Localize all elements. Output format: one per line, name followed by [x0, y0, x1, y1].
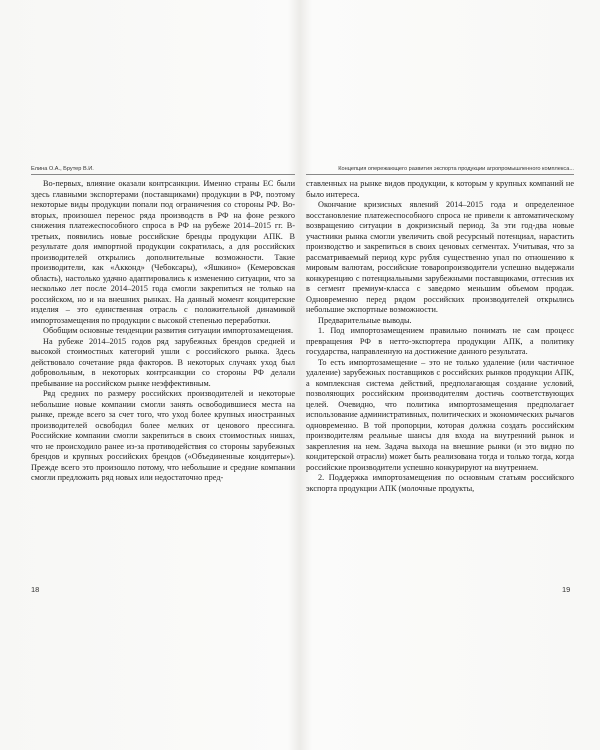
right-page	[306, 165, 574, 494]
right-page-body	[306, 179, 574, 494]
paragraph: Во-первых, влияние оказали контрсанкции. Именно страны ЕС были здесь главными экспортерами (поставщиками) продукции в РФ, поэтому некоторые виды продукции попали под ограничения со стороны РФ. Во-вторых, произошел перенос ряда производств в РФ на фоне резкого снижения платежеспособного спроса в РФ на рубеже 2014–2015 гг. В-третьих, появились новые российские бренды продукции АПК. В результате доля импортной продукции сократилась, а для российских производителей открылись дополнительные возможности. Такие производители, как «Акконд» (Чебоксары), «Яшкино» (Кемеровская область), настолько удачно адаптировались к изменению ситуации, что за несколько лет после 2014–2015 года смогли закрепиться не только на российском, но и на внешних рынках. На данный момент кондитерские изделия – это единственная отрасль с положительной динамикой импортозамещения по продукции с высокой степенью переработки.	[31, 179, 295, 325]
paragraph: Обобщим основные тенденции развития ситуации импортозамещения.	[43, 326, 294, 335]
right-running-header: Концепция опережающего развития экспорта продукции агропромышленного комплекса...	[306, 165, 574, 175]
left-page-number: 18	[31, 585, 40, 594]
paragraph: ставленных на рынке видов продукции, к которым у крупных компаний не было интереса.	[306, 179, 574, 199]
paragraph: То есть импортозамещение – это не только удаление (или частичное удаление) зарубежных поставщиков с российских рынков продукции АПК, а комплексная система действий, предполагающая создание условий, позволяющих российским производителям достичь соответствующих целей. Очевидно, что политика импортозамещения предполагает использование административных, политических и экономических рычагов одновременно. В той пропорции, которая должна создать российским производителям реальные шансы для входа на внутренний рынок и закрепления на нем. Задача выхода на внешние рынки (и это видно по кондитерской отрасли) может быть реализована тогда и только тогда, когда российские производители успешно конкурируют на внутреннем.	[306, 357, 574, 472]
paragraph: На рубеже 2014–2015 годов ряд зарубежных брендов средней и высокой стоимостных категорий ушли с российского рынка. Здесь действовало сочетание ряда факторов. В некоторых случаях уход был добровольным, в некоторых контрсанкции со стороны РФ делали пребывание на российском рынке неэффективным.	[31, 336, 295, 388]
left-running-header: Елина О.А., Брутер В.И.	[31, 165, 295, 175]
paragraph: Предварительные выводы.	[318, 315, 412, 325]
paragraph: Окончание кризисных явлений 2014–2015 года и определенное восстановление платежеспособного спроса не привели к автоматическому возвращению ситуации в докризисный период. За эти год-два новые участники рынка смогли увеличить свой ресурсный потенциал, нарастить производство и закрепиться в своих ценовых сегментах. Учитывая, что за рассматриваемый период курс рубля существенно упал по отношению к мировым валютам, российские товаропроизводители успешно выдержали конкуренцию с потенциальными зарубежными поставщиками, оттеснив их в сегмент премиум-класса с заведомо меньшим объемом продаж. Одновременно перед рядом российских производителей открылись небольшие экспортные возможности.	[306, 200, 574, 314]
paragraph: 2. Поддержка импортозамещения по основным статьям российского экспорта продукции АПК (молочные продукты,	[306, 473, 574, 493]
right-page-number: 19	[562, 585, 571, 594]
paragraph: Ряд средних по размеру российских производителей и некоторые небольшие новые компании смогли занять освободившиеся места на рынке, прежде всего за счет того, что уход более крупных иностранных производителей освободил более мелких от ценового прессинга. Российские компании смогли закрепиться в своих стоимостных нишах, что не происходило ранее из-за противодействия со стороны зарубежных брендов и крупных российских брендов («Объединенные кондитеры»). Прежде всего это произошло потому, что небольшие и средние компании смогли предложить ряд новых или недостаточно пред-	[31, 389, 295, 482]
paragraph: 1. Под импортозамещением правильно понимать не сам процесс превращения РФ в нетто-экспортера продукции АПК, а политику государства, направленную на достижение данного результата.	[306, 326, 574, 356]
left-page-body	[31, 179, 295, 484]
left-page	[31, 165, 295, 484]
